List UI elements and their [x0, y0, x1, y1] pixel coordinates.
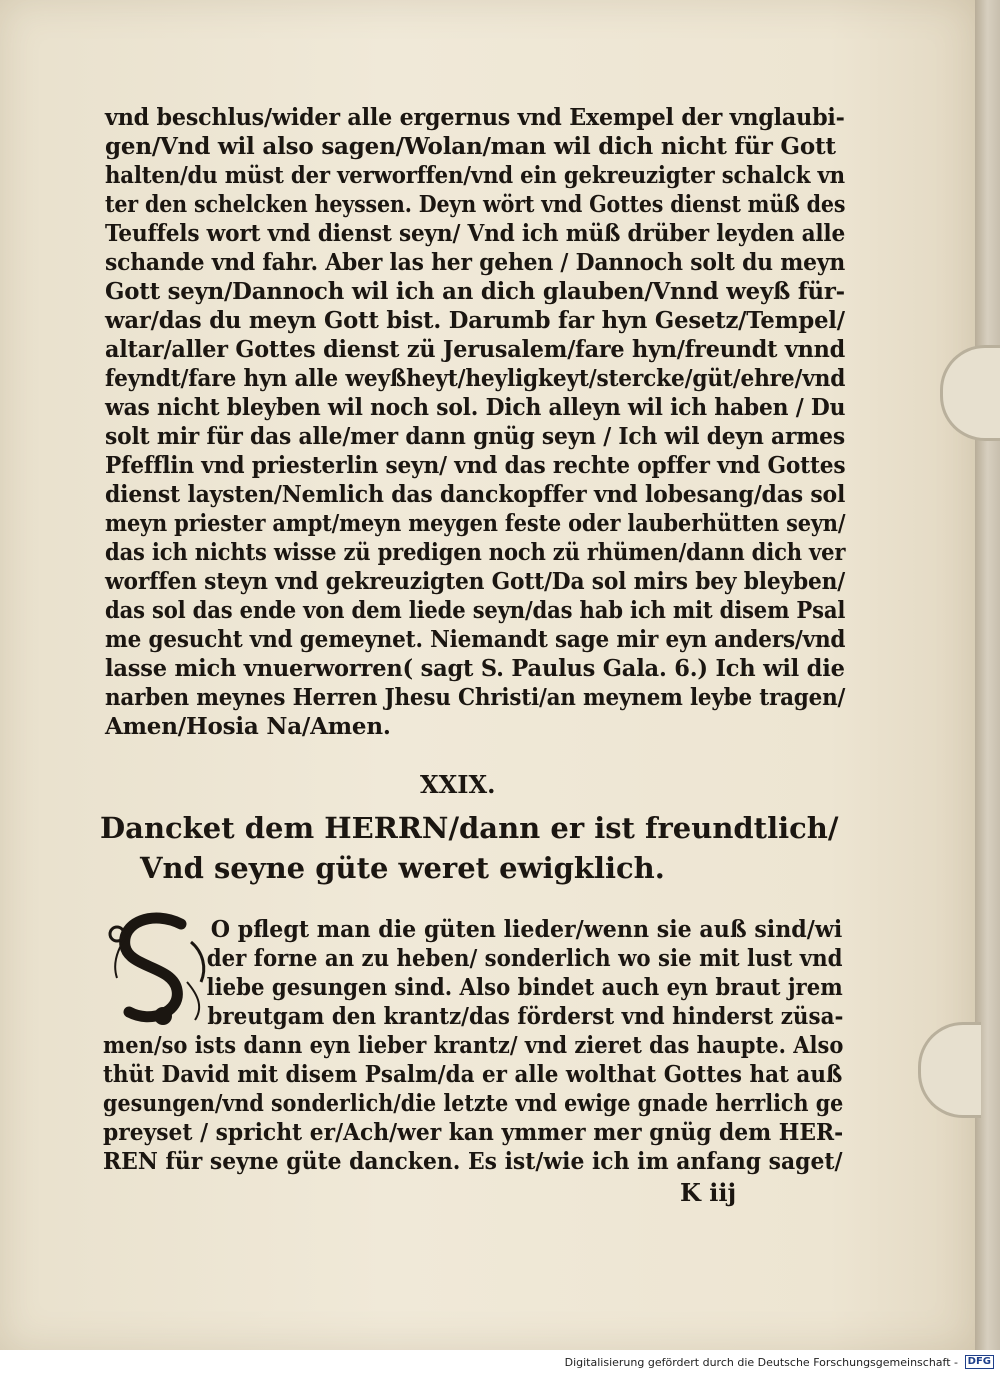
text-line: Teuffels wort vnd dienst seyn/ Vnd ich müß drüber leyden alle	[105, 220, 846, 247]
text-line: breutgam den krantz/das förderst vnd hinderst züsa-	[207, 1003, 844, 1030]
text-line: war/das du meyn Gott bist. Darumb far hyn Gesetz/Tempel/	[105, 307, 845, 334]
text-line: vnd beschlus/wider alle ergernus vnd Exempel der vnglaubi-	[105, 104, 845, 131]
text-line: meyn priester ampt/meyn meygen feste oder lauberhütten seyn/	[105, 510, 846, 537]
text-line: ter den schelcken heyssen. Deyn wört vnd Gottes dienst müß des	[105, 191, 846, 218]
book-edge	[975, 0, 1000, 1350]
text-line: men/so ists dann eyn lieber krantz/ vnd zieret das haupte. Also	[103, 1032, 844, 1059]
text-line: O pflegt man die güten lieder/wenn sie auß sind/wi	[210, 916, 843, 943]
text-line: gesungen/vnd sonderlich/die letzte vnd ewige gnade herrlich ge	[103, 1090, 844, 1117]
signature-mark: K iij	[680, 1178, 737, 1207]
text-line: narben meynes Herren Jhesu Christi/an meynem leybe tragen/	[105, 684, 846, 711]
main-text-block	[105, 103, 845, 741]
psalm-line: Dancket dem HERRN/dann er ist freundtlich/	[100, 811, 839, 845]
text-line: solt mir für das alle/mer dann gnüg seyn / Ich wil deyn armes	[105, 423, 845, 450]
psalm-line: Vnd seyne güte weret ewigklich.	[140, 851, 665, 885]
text-line: halten/du müst der verworffen/vnd ein gekreuzigter schalck vn	[105, 162, 845, 189]
text-line: was nicht bleyben wil noch sol. Dich alleyn wil ich haben / Du	[105, 394, 846, 421]
text-line: der forne an zu heben/ sonderlich wo sie mit lust vnd	[206, 945, 843, 972]
psalm-verse	[100, 808, 838, 888]
text-line: schande vnd fahr. Aber las her gehen / Dannoch solt du meyn	[105, 249, 846, 276]
text-line: Gott seyn/Dannoch wil ich an dich glauben/Vnnd weyß für-	[105, 278, 845, 305]
text-line: gen/Vnd wil also sagen/Wolan/man wil dich nicht für Gott	[105, 133, 836, 160]
footer-bar	[0, 1350, 1000, 1375]
text-line: Amen/Hosia Na/Amen.	[105, 713, 391, 740]
text-line: Pfefflin vnd priesterlin seyn/ vnd das rechte opffer vnd Gottes	[105, 452, 846, 479]
second-text-block	[103, 915, 843, 1176]
text-line: liebe gesungen sind. Also bindet auch eyn braut jrem	[206, 974, 843, 1001]
text-line: das ich nichts wisse zü predigen noch zü rhümen/dann dich ver	[105, 539, 846, 566]
text-line: preyset / spricht er/Ach/wer kan ymmer mer gnüg dem HER-	[103, 1119, 844, 1146]
text-line: dienst laysten/Nemlich das danckopffer vnd lobesang/das sol	[105, 481, 846, 508]
text-line: altar/aller Gottes dienst zü Jerusalem/fare hyn/freundt vnnd	[105, 336, 846, 363]
funding-notice: Digitalisierung gefördert durch die Deutsche Forschungsgemeinschaft -	[564, 1356, 958, 1369]
text-line: thüt David mit disem Psalm/da er alle wolthat Gottes hat auß	[103, 1061, 843, 1088]
dfg-logo: DFG	[965, 1355, 994, 1369]
text-line: feyndt/fare hyn alle weyßheyt/heyligkeyt/stercke/güt/ehre/vnd	[105, 365, 846, 392]
section-heading: XXIX.	[420, 770, 496, 799]
text-line: worffen steyn vnd gekreuzigten Gott/Da sol mirs bey bleyben/	[105, 568, 846, 595]
text-line: das sol das ende von dem liede seyn/das hab ich mit disem Psal	[105, 597, 846, 624]
text-line: me gesucht vnd gemeynet. Niemandt sage mir eyn anders/vnd	[105, 626, 846, 653]
text-line: lasse mich vnuerworren( sagt S. Paulus Gala. 6.) Ich wil die	[105, 655, 845, 682]
text-line: REN für seyne güte dancken. Es ist/wie ich im anfang saget/	[103, 1148, 843, 1175]
